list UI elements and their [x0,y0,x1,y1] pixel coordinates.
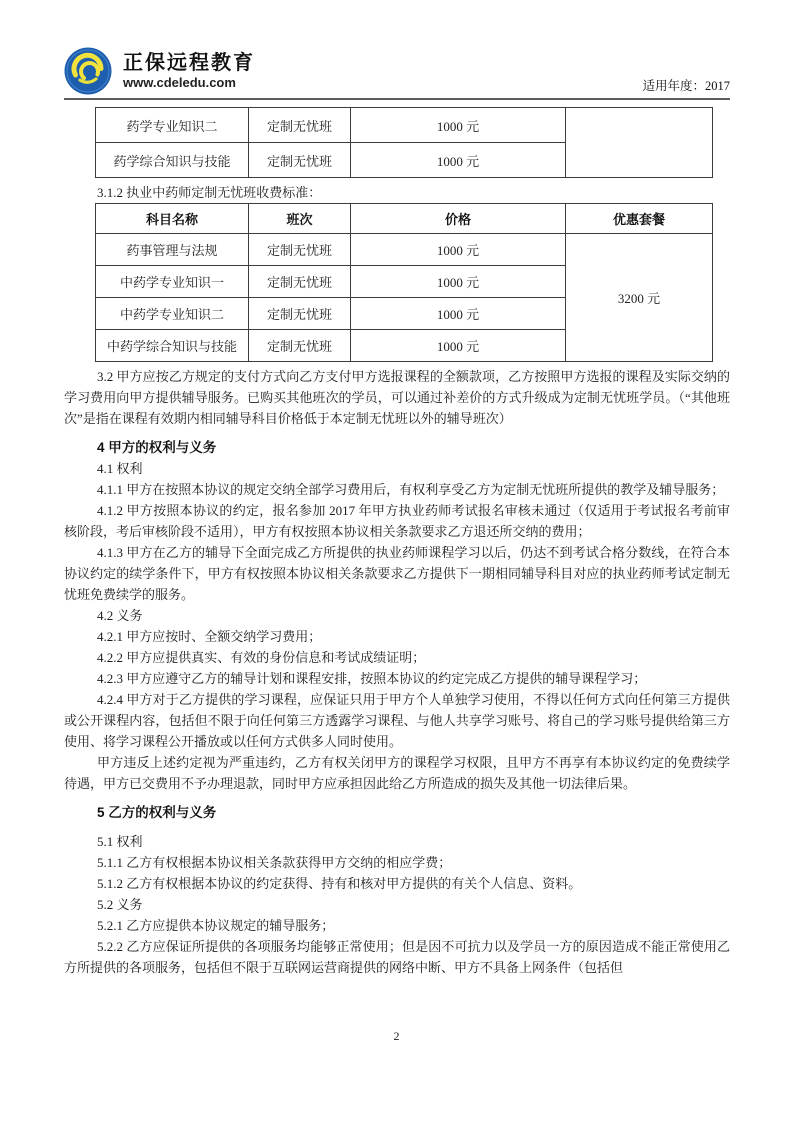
price-cell: 1000 元 [351,234,566,266]
clause-5-1-1: 5.1.1 乙方有权根据本协议相关条款获得甲方交纳的相应学费； [97,855,452,870]
table-row [96,108,713,143]
class-type-cell: 定制无忧班 [249,330,351,362]
clause-5-1: 5.1 权利 [97,834,143,849]
bundle-price-cell: 3200 元 [566,234,713,362]
col-header-class: 班次 [249,204,351,234]
brand-logo [64,47,255,95]
page-number: 2 [393,1029,400,1043]
pricing-table-continuation [95,107,713,178]
price-cell: 1000 元 [351,143,566,178]
price-cell: 1000 元 [351,330,566,362]
subject-cell: 中药学专业知识一 [96,266,249,298]
applicable-year-label: 适用年度：2017 [642,79,730,93]
clause-5-2-2: 5.2.2 乙方应保证所提供的各项服务均能够正常使用；但是因不可抗力以及学员一方的原因造成不能正常使用乙方所提供的各项服务，包括但不限于互联网运营商提供的网络中断、甲方不具备上网条件（包括但 [64,939,730,975]
clause-4-2-3: 4.2.3 甲方应遵守乙方的辅导计划和课程安排，按照本协议的约定完成乙方提供的辅导课程学习； [97,671,647,686]
clause-4-1: 4.1 权利 [97,461,143,476]
subject-cell: 中药学专业知识二 [96,298,249,330]
price-cell: 1000 元 [351,266,566,298]
bundle-price-cell-empty [566,108,713,178]
clause-breach: 甲方违反上述约定视为严重违约，乙方有权关闭甲方的课程学习权限，且甲方不再享有本协议约定的免费续学待遇，甲方已交费用不予办理退款，同时甲方应承担因此给乙方所造成的损失及其他一切法律后果。 [64,755,730,791]
price-cell: 1000 元 [351,108,566,143]
subject-cell: 药学综合知识与技能 [96,143,249,178]
clause-4-2-4: 4.2.4 甲方对于乙方提供的学习课程，应保证只用于甲方个人单独学习使用，不得以任何方式向任何第三方提供或公开课程内容，包括但不限于向任何第三方透露学习课程、与他人共享学习账号、将自己的学习账号提供给第三方使用、将学习课程公开播放或以任何方式供多人同时使用。 [64,692,730,749]
table-row [96,234,713,266]
brand-url: www.cdeledu.com [123,74,236,90]
clause-5-2: 5.2 义务 [97,897,143,912]
col-header-bundle: 优惠套餐 [566,204,713,234]
clause-5-2-1: 5.2.1 乙方应提供本协议规定的辅导服务； [97,918,335,933]
clause-4-1-3: 4.1.3 甲方在乙方的辅导下全面完成乙方所提供的执业药师课程学习以后，仍达不到考试合格分数线，在符合本协议约定的续学条件下，甲方有权按照本协议相关条款要求乙方提供下一期相同辅导科目对应的执业药师考试定制无忧班免费续学的服务。 [64,545,730,602]
class-type-cell: 定制无忧班 [249,234,351,266]
class-type-cell: 定制无忧班 [249,298,351,330]
swirl-globe-logo-icon [64,47,112,95]
col-header-subject: 科目名称 [96,204,249,234]
clause-4-2: 4.2 义务 [97,608,143,623]
col-header-price: 价格 [351,204,566,234]
brand-name: 正保远程教育 [123,51,255,74]
clause-5-1-2: 5.1.2 乙方有权根据本协议的约定获得、持有和核对甲方提供的有关个人信息、资料。 [97,876,582,891]
contract-body [64,366,730,978]
subject-cell: 中药学综合知识与技能 [96,330,249,362]
section-heading-5: 5 乙方的权利与义务 [97,805,217,820]
clause-3-2: 3.2 甲方应按乙方规定的支付方式向乙方支付甲方选报课程的全额款项，乙方按照甲方选报的课程及实际交纳的学习费用向甲方提供辅导服务。已购买其他班次的学员，可以通过补差价的方式升级成为定制无忧班学员。（“其他班次”是指在课程有效期内相同辅导科目价格低于本定制无忧班以外的辅导班次） [64,369,730,426]
section-heading-4: 4 甲方的权利与义务 [97,440,217,455]
clause-4-2-2: 4.2.2 甲方应提供真实、有效的身份信息和考试成绩证明； [97,650,426,665]
clause-4-1-1: 4.1.1 甲方在按照本协议的规定交纳全部学习费用后，有权利享受乙方为定制无忧班所提供的教学及辅导服务； [97,482,725,497]
class-type-cell: 定制无忧班 [249,266,351,298]
class-type-cell: 定制无忧班 [249,143,351,178]
brand-text-block [123,52,255,90]
table-header-row [96,204,713,234]
clause-4-2-1: 4.2.1 甲方应按时、全额交纳学习费用； [97,629,322,644]
section-3-1-2-caption: 3.1.2 执业中药师定制无忧班收费标准： [97,185,322,200]
pricing-table-tcm-pharmacist [95,203,713,362]
clause-4-1-2: 4.1.2 甲方按照本协议的约定，报名参加 2017 年甲方执业药师考试报名审核未通过（仅适用于考试报名考前审核阶段，考后审核阶段不适用），甲方有权按照本协议相关条款要求乙方退还所交纳的费用； [64,503,730,539]
subject-cell: 药事管理与法规 [96,234,249,266]
subject-cell: 药学专业知识二 [96,108,249,143]
class-type-cell: 定制无忧班 [249,108,351,143]
page-header [64,48,730,100]
price-cell: 1000 元 [351,298,566,330]
